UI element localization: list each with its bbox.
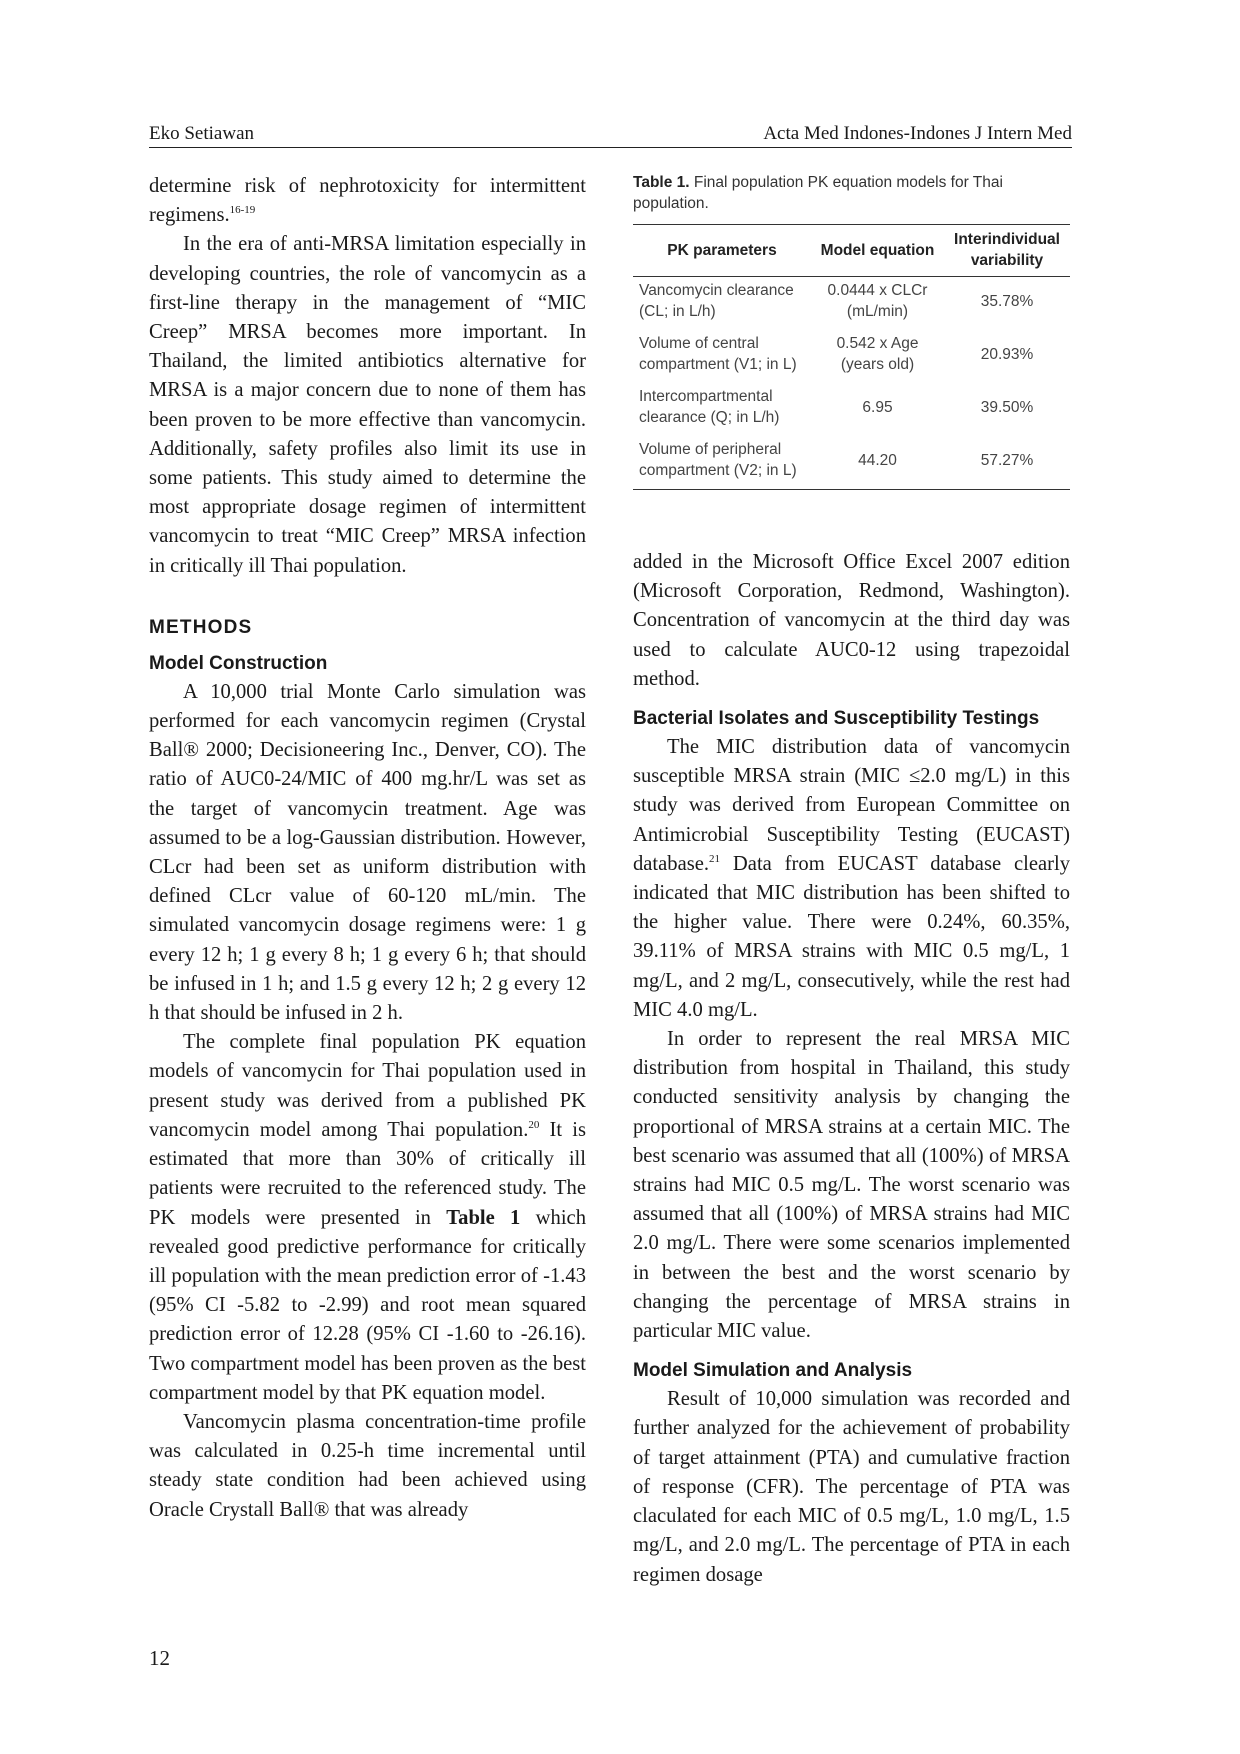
paragraph-pk-models: The complete final population PK equation models of vancomycin for Thai population used in present study was derived from a published PK vancomycin model among Thai population.$^{20}$ It is estimated that more than 30% of critically ill patients were recruited to the referenced study. The PK models were presented in Table 1 which revealed good predictive performance for critically ill population with the mean prediction error of -1.43 (95% CI -5.82 to -2.99) and root mean squared prediction error of 12.28 (95% CI -1.60 to -26.16). Two compartment model has been proven as the best compartment model by that PK equation model. [149, 1031, 586, 1404]
bacterial-isolates-heading: Bacterial Isolates and Susceptibility Testings [633, 708, 1040, 730]
table-1-block [633, 172, 1070, 490]
column-header: Interindividual variability [944, 225, 1070, 277]
pk-table [633, 224, 1070, 490]
paragraph-concentration-profile: Vancomycin plasma concentration-time profile was calculated in 0.25-h time incremental until steady state condition had been achieved using Oracle Crystall Ball® that was already [149, 1410, 586, 1521]
citation: 21 [709, 852, 721, 865]
methods-heading: METHODS [149, 616, 253, 638]
running-header-journal: Acta Med Indones-Indones J Intern Med [763, 123, 1072, 144]
paragraph-monte-carlo: A 10,000 trial Monte Carlo simulation was performed for each vancomycin regimen (Crystal Ball® 2000; Decisioneering Inc., Denver, CO). The ratio of AUC0-24/MIC of 400 mg.hr/L was set as the target of vancomycin treatment. Age was assumed to be a log-Gaussian distribution. However, CLcr had been set as uniform distribution with defined CLcr value of 60-120 mL/min. The simulated vancomycin dosage regimens were: 1 g every 12 h; 1 g every 8 h; 1 g every 6 h; that should be infused in 1 h; and 1.5 g every 12 h; 2 g every 12 h that should be infused in 2 h. [149, 680, 586, 1025]
table-row: Volume of peripheral compartment (V2; in L) 44.20 57.27% [633, 436, 1070, 490]
left-column [149, 172, 586, 1525]
paragraph-sensitivity-analysis: In order to represent the real MRSA MIC distribution from hospital in Thailand, this study conducted sensitivity analysis by changing the proportional of MRSA strains at a certain MIC. The best scenario was assumed that all (100%) of MRSA strains had MIC 0.5 mg/L. The worst scenario was assumed that all (100%) of MRSA strains had MIC 2.0 mg/L. There were some scenarios implemented in between the best and the worst scenario by changing the percentage of MRSA strains in particular MIC value. [633, 1028, 1070, 1343]
table-row: Intercompartmental clearance (Q; in L/h) 6.95 39.50% [639, 388, 1034, 426]
column-header: PK parameters [633, 225, 811, 277]
table-row: Volume of central compartment (V1; in L) 0.542 x Age (years old) 20.93% [639, 335, 1034, 373]
paragraph-anti-mrsa: In the era of anti-MRSA limitation especially in developing countries, the role of vancomycin as a first-line therapy in the management of “MIC Creep” MRSA becomes more important. In Thailand, the limited antibiotics alternative for MRSA is a major concern due to none of them has been proven to be more effective than vancomycin. Additionally, safety profiles also limit its use in some patients. This study aimed to determine the most appropriate dosage regimen of intermittent vancomycin to treat “MIC Creep” MRSA infection in critically ill Thai population. [149, 233, 586, 577]
table-reference: Table 1 [446, 1206, 521, 1229]
table-label: Table 1. [633, 174, 690, 191]
page-number: 12 [149, 1646, 170, 1670]
citation: 16-19 [229, 204, 256, 217]
paragraph-excel: added in the Microsoft Office Excel 2007 edition (Microsoft Corporation, Redmond, Washington). Concentration of vancomycin at the third day was used to calculate AUC0-12 using trapezoidal method. [633, 551, 1070, 690]
paragraph-nephrotoxicity: determine risk of nephrotoxicity for intermittent regimens.$^{16-19}$ [149, 175, 586, 227]
table-row: Vancomycin clearance (CL; in L/h) 0.0444 x CLCr (mL/min) 35.78% [639, 282, 1034, 320]
header-rule [149, 147, 1072, 148]
model-construction-heading: Model Construction [149, 652, 328, 674]
paragraph-mic-distribution: The MIC distribution data of vancomycin susceptible MRSA strain (MIC ≤2.0 mg/L) in this study was derived from European Committee on Antimicrobial Susceptibility Testing (EUCAST) database.$^{21}$ Data from EUCAST database clearly indicated that MIC distribution has been shifted to the higher value. There were 0.24%, 60.35%, 39.11% of MRSA strains with MIC 0.5 mg/L, 1 mg/L, and 2 mg/L, consecutively, while the rest had MIC 4.0 mg/L. [633, 736, 1070, 1021]
column-header: Model equation [811, 225, 944, 277]
right-column [633, 548, 1070, 1590]
citation: 20 [528, 1118, 540, 1131]
paragraph-simulation-results: Result of 10,000 simulation was recorded and further analyzed for the achievement of probability of target attainment (PTA) and cumulative fraction of response (CFR). The percentage of PTA was claculated for each MIC of 0.5 mg/L, 1.0 mg/L, 1.5 mg/L, and 2.0 mg/L. The percentage of PTA in each regimen dosage [633, 1388, 1070, 1586]
model-simulation-heading: Model Simulation and Analysis [633, 1360, 913, 1382]
running-header-author: Eko Setiawan [149, 123, 255, 144]
table-caption: Table 1. Final population PK equation models for Thai population. [633, 174, 1003, 212]
